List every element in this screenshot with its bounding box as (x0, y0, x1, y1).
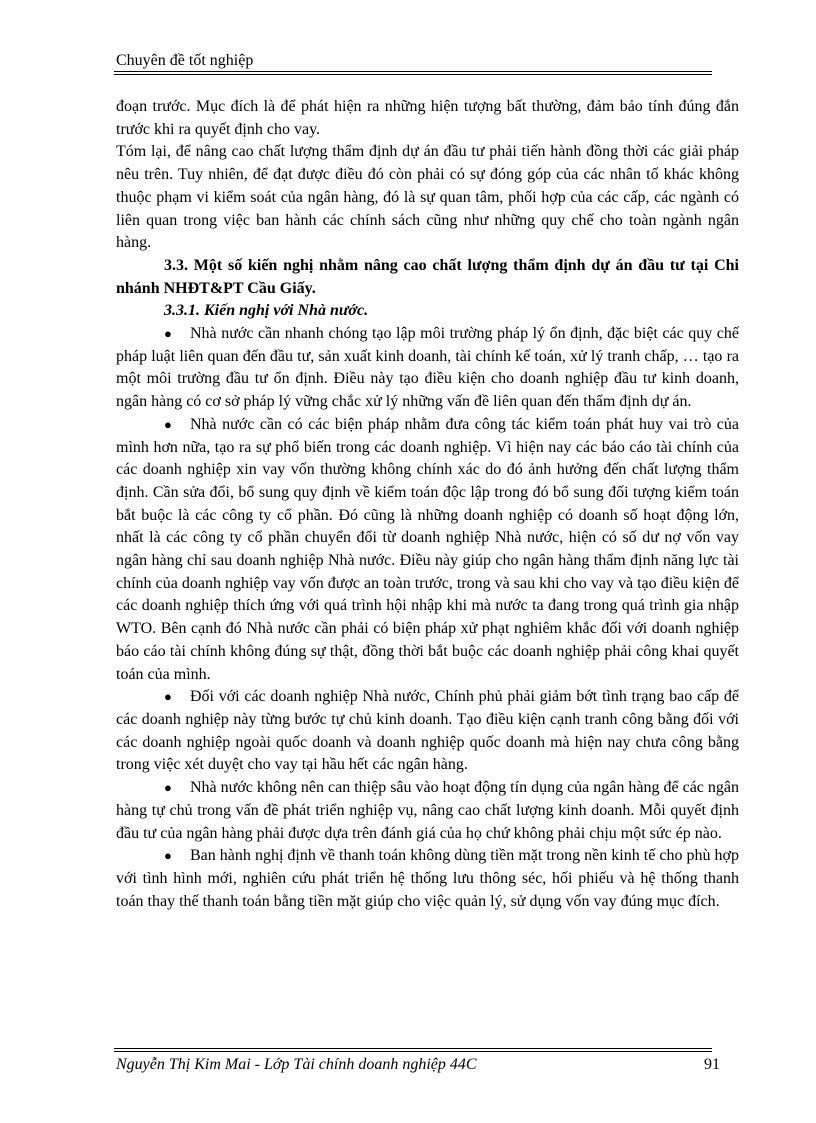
section-heading: 3.3. Một số kiến nghị nhằm nâng cao chất lượng thẩm định dự án đầu tư tại Chi nhánh NHĐT&PT Cầu Giấy. (116, 256, 739, 297)
bullet-text: Ban hành nghị định về thanh toán không dùng tiền mặt trong nền kinh tế cho phù hợp với tình hình mới, nghiên cứu phát triển hệ thống lưu thông séc, hối phiếu và hệ thống thanh toán thay thế thanh toán bằng tiền mặt giúp cho việc quản lý, sử dụng vốn vay đúng mục đích. (116, 847, 739, 910)
paragraph-intro: đoạn trước. Mục đích là để phát hiện ra những hiện tượng bất thường, đảm bảo tính đúng đắn trước khi ra quyết định cho vay. (116, 98, 739, 138)
body-content (116, 96, 739, 913)
footer-rule-bottom (114, 1051, 712, 1052)
bullet-item (116, 845, 739, 913)
bullet-text: Đối với các doanh nghiệp Nhà nước, Chính phủ phải giảm bớt tình trạng bao cấp để các doanh nghiệp này từng bước tự chủ kinh doanh. Tạo điều kiện cạnh tranh công bằng đối với các doanh nghiệp ngoài quốc doanh và doanh nghiệp quốc doanh mà hiện nay chưa công bằng trong việc xét duyệt cho vay tại hầu hết các ngân hàng. (116, 688, 739, 774)
page-number: 91 (704, 1056, 720, 1073)
paragraph-summary: Tóm lại, để nâng cao chất lượng thẩm định dự án đầu tư phải tiến hành đồng thời các giải pháp nêu trên. Tuy nhiên, để đạt được điều đó còn phải có sự đóng góp của các nhân tố khác không thuộc phạm vi kiểm soát của ngân hàng, đó là sự quan tâm, phối hợp của các cấp, các ngành có liên quan trong việc ban hành các chính sách cũng như những quy chế cho toàn ngành ngân hàng. (116, 143, 739, 252)
bullet-text: Nhà nước cần có các biện pháp nhằm đưa công tác kiểm toán phát huy vai trò của mình hơn nữa, tạo ra sự phổ biến trong các doanh nghiệp. Vì hiện nay các báo cáo tài chính của các doanh nghiệp xin vay vốn thường không chính xác do đó ảnh hưởng đến chất lượng thẩm định. Cần sửa đổi, bổ sung quy định về kiểm toán độc lập trong đó bổ sung đối tượng kiểm toán bắt buộc là các công ty cổ phần. Đó cũng là những doanh nghiệp có doanh số hoạt động lớn, nhất là các công ty cổ phần chuyển đổi từ doanh nghiệp Nhà nước, hiện có số dư nợ vốn vay ngân hàng chỉ sau doanh nghiệp Nhà nước. Điều này giúp cho ngân hàng thẩm định năng lực tài chính của doanh nghiệp vay vốn được an toàn trước, trong và sau khi cho vay và tạo điều kiện để các doanh nghiệp thích ứng với quá trình hội nhập khi mà nước ta đang trong quá trình gia nhập WTO. Bên cạnh đó Nhà nước cần phải có biện pháp xử phạt nghiêm khắc đối với doanh nghiệp báo cáo tài chính không đúng sự thật, đồng thời bắt buộc các doanh nghiệp phải công khai quyết toán của mình. (116, 415, 739, 683)
bullet-icon: ● (164, 689, 172, 705)
bullet-icon: ● (164, 780, 172, 796)
bullet-icon: ● (164, 416, 172, 432)
bullet-item (116, 414, 739, 686)
subsection-heading: 3.3.1. Kiến nghị với Nhà nước. (164, 302, 369, 320)
footer-author: Nguyễn Thị Kim Mai - Lớp Tài chính doanh nghiệp 44C (116, 1056, 477, 1073)
header-rule-bottom (114, 74, 712, 75)
bullet-item (116, 777, 739, 845)
bullet-icon: ● (164, 326, 172, 342)
bullet-text: Nhà nước cần nhanh chóng tạo lập môi trường pháp lý ổn định, đặc biệt các quy chế pháp luật liên quan đến đầu tư, sản xuất kinh doanh, tài chính kế toán, xử lý tranh chấp, … tạo ra một môi trường đầu tư ổn định. Điều này tạo điều kiện cho doanh nghiệp đầu tư kinh doanh, ngân hàng có cơ sở pháp lý vững chắc xử lý những vấn đề liên quan đến thẩm định dự án. (116, 325, 739, 411)
bullet-item (116, 323, 739, 414)
bullet-text: Nhà nước không nên can thiệp sâu vào hoạt động tín dụng của ngân hàng để các ngân hàng tự chủ trong vấn đề phát triển nghiệp vụ, nâng cao chất lượng kinh doanh. Mỗi quyết định đầu tư của ngân hàng phải được dựa trên đánh giá của họ chứ không phải chịu một sức ép nào. (116, 779, 739, 842)
bullet-item (116, 686, 739, 777)
header-rule-top (114, 71, 712, 72)
footer-rule-top (114, 1048, 712, 1049)
header-title: Chuyên đề tốt nghiệp (116, 52, 254, 69)
bullet-icon: ● (164, 848, 172, 864)
